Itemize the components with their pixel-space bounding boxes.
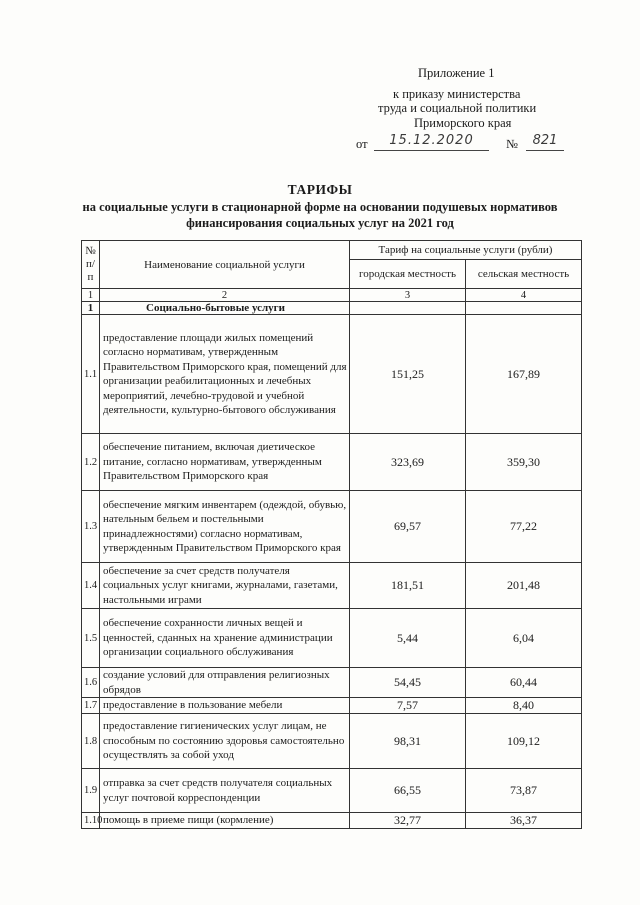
annex-line-3: Приморского края	[414, 116, 512, 130]
row-city-value: 98,31	[350, 714, 466, 769]
row-city-value: 7,57	[350, 698, 466, 714]
row-city-value: 323,69	[350, 434, 466, 491]
row-rural-value: 167,89	[466, 315, 582, 434]
order-date-underline	[374, 150, 489, 151]
table-row	[82, 563, 582, 609]
table-row	[82, 434, 582, 491]
table-row	[82, 609, 582, 668]
row-city-value: 54,45	[350, 668, 466, 698]
row-service-name: обеспечение питанием, включая диетическое питание, согласно нормативам, утвержденным Правительством Приморского края	[100, 434, 350, 491]
row-number: 1.2	[82, 434, 100, 491]
table-row	[82, 813, 582, 829]
row-number: 1.3	[82, 491, 100, 563]
column-index-row	[82, 289, 582, 302]
order-number-label: №	[506, 137, 518, 151]
header-number	[82, 241, 100, 289]
row-service-name: создание условий для отправления религиозных обрядов	[100, 668, 350, 698]
section-number: 1	[82, 302, 100, 315]
row-rural-value: 77,22	[466, 491, 582, 563]
row-rural-value: 6,04	[466, 609, 582, 668]
row-number: 1.4	[82, 563, 100, 609]
column-index-1: 1	[82, 289, 100, 302]
row-city-value: 151,25	[350, 315, 466, 434]
header-rural: сельская местность	[466, 260, 582, 289]
order-date: 15.12.2020	[389, 133, 474, 148]
row-rural-value: 109,12	[466, 714, 582, 769]
order-number: 821	[532, 133, 558, 148]
table-row	[82, 668, 582, 698]
row-number: 1.7	[82, 698, 100, 714]
row-city-value: 5,44	[350, 609, 466, 668]
table-row	[82, 491, 582, 563]
row-service-name: обеспечение сохранности личных вещей и ценностей, сданных на хранение администрации организации социального обслуживания	[100, 609, 350, 668]
row-city-value: 181,51	[350, 563, 466, 609]
column-index-4: 4	[466, 289, 582, 302]
column-index-3: 3	[350, 289, 466, 302]
row-number: 1.1	[82, 315, 100, 434]
table-row	[82, 769, 582, 813]
section-title: Социально-бытовые услуги	[100, 302, 350, 315]
row-rural-value: 36,37	[466, 813, 582, 829]
table-row	[82, 714, 582, 769]
row-service-name: обеспечение мягким инвентарем (одеждой, обувью, нательным бельем и постельными принадлежностями) согласно нормативам, утвержденным Правительством Приморского края	[100, 491, 350, 563]
row-city-value: 66,55	[350, 769, 466, 813]
row-rural-value: 359,30	[466, 434, 582, 491]
row-number: 1.5	[82, 609, 100, 668]
header-number-label: № п/п	[85, 245, 96, 283]
document-subtitle-line-1: на социальные услуги в стационарной форме на основании подушевых нормативов	[82, 200, 558, 214]
column-index-2: 2	[100, 289, 350, 302]
row-service-name: предоставление площади жилых помещений согласно нормативам, утвержденным Правительством Приморского края, помещений для организации реабилитационных и лечебных мероприятий, лечебно-трудовой и учебной деятельности, культурно-бытового обслуживания	[100, 315, 350, 434]
order-number-underline	[526, 150, 564, 151]
annex-title: Приложение 1	[418, 66, 495, 80]
header-tariff: Тариф на социальные услуги (рубли)	[350, 241, 582, 260]
row-city-value: 69,57	[350, 491, 466, 563]
row-city-value: 32,77	[350, 813, 466, 829]
table-row	[82, 315, 582, 434]
row-service-name: предоставление гигиенических услуг лицам, не способным по состоянию здоровья самостоятельно осуществлять за собой уход	[100, 714, 350, 769]
row-rural-value: 73,87	[466, 769, 582, 813]
row-rural-value: 60,44	[466, 668, 582, 698]
annex-line-2: труда и социальной политики	[378, 101, 537, 115]
row-rural-value: 201,48	[466, 563, 582, 609]
section-empty-city	[350, 302, 466, 315]
header-city: городская местность	[350, 260, 466, 289]
row-number: 1.9	[82, 769, 100, 813]
row-service-name: отправка за счет средств получателя социальных услуг почтовой корреспонденции	[100, 769, 350, 813]
document-title: ТАРИФЫ	[287, 182, 353, 197]
section-empty-rural	[466, 302, 582, 315]
tariffs-table	[81, 240, 582, 829]
header-service-name: Наименование социальной услуги	[100, 241, 350, 289]
order-from-label: от	[356, 137, 368, 151]
row-service-name: предоставление в пользование мебели	[100, 698, 350, 714]
annex-line-1: к приказу министерства	[393, 87, 521, 101]
row-number: 1.6	[82, 668, 100, 698]
row-rural-value: 8,40	[466, 698, 582, 714]
row-number: 1.8	[82, 714, 100, 769]
order-reference	[356, 135, 571, 153]
section-row	[82, 302, 582, 315]
document-subtitle-line-2: финансирования социальных услуг на 2021 год	[186, 216, 454, 230]
table-row	[82, 698, 582, 714]
row-service-name: помощь в приеме пищи (кормление)	[100, 813, 350, 829]
row-number: 1.10	[82, 813, 100, 829]
row-service-name: обеспечение за счет средств получателя социальных услуг книгами, журналами, газетами, настольными играми	[100, 563, 350, 609]
